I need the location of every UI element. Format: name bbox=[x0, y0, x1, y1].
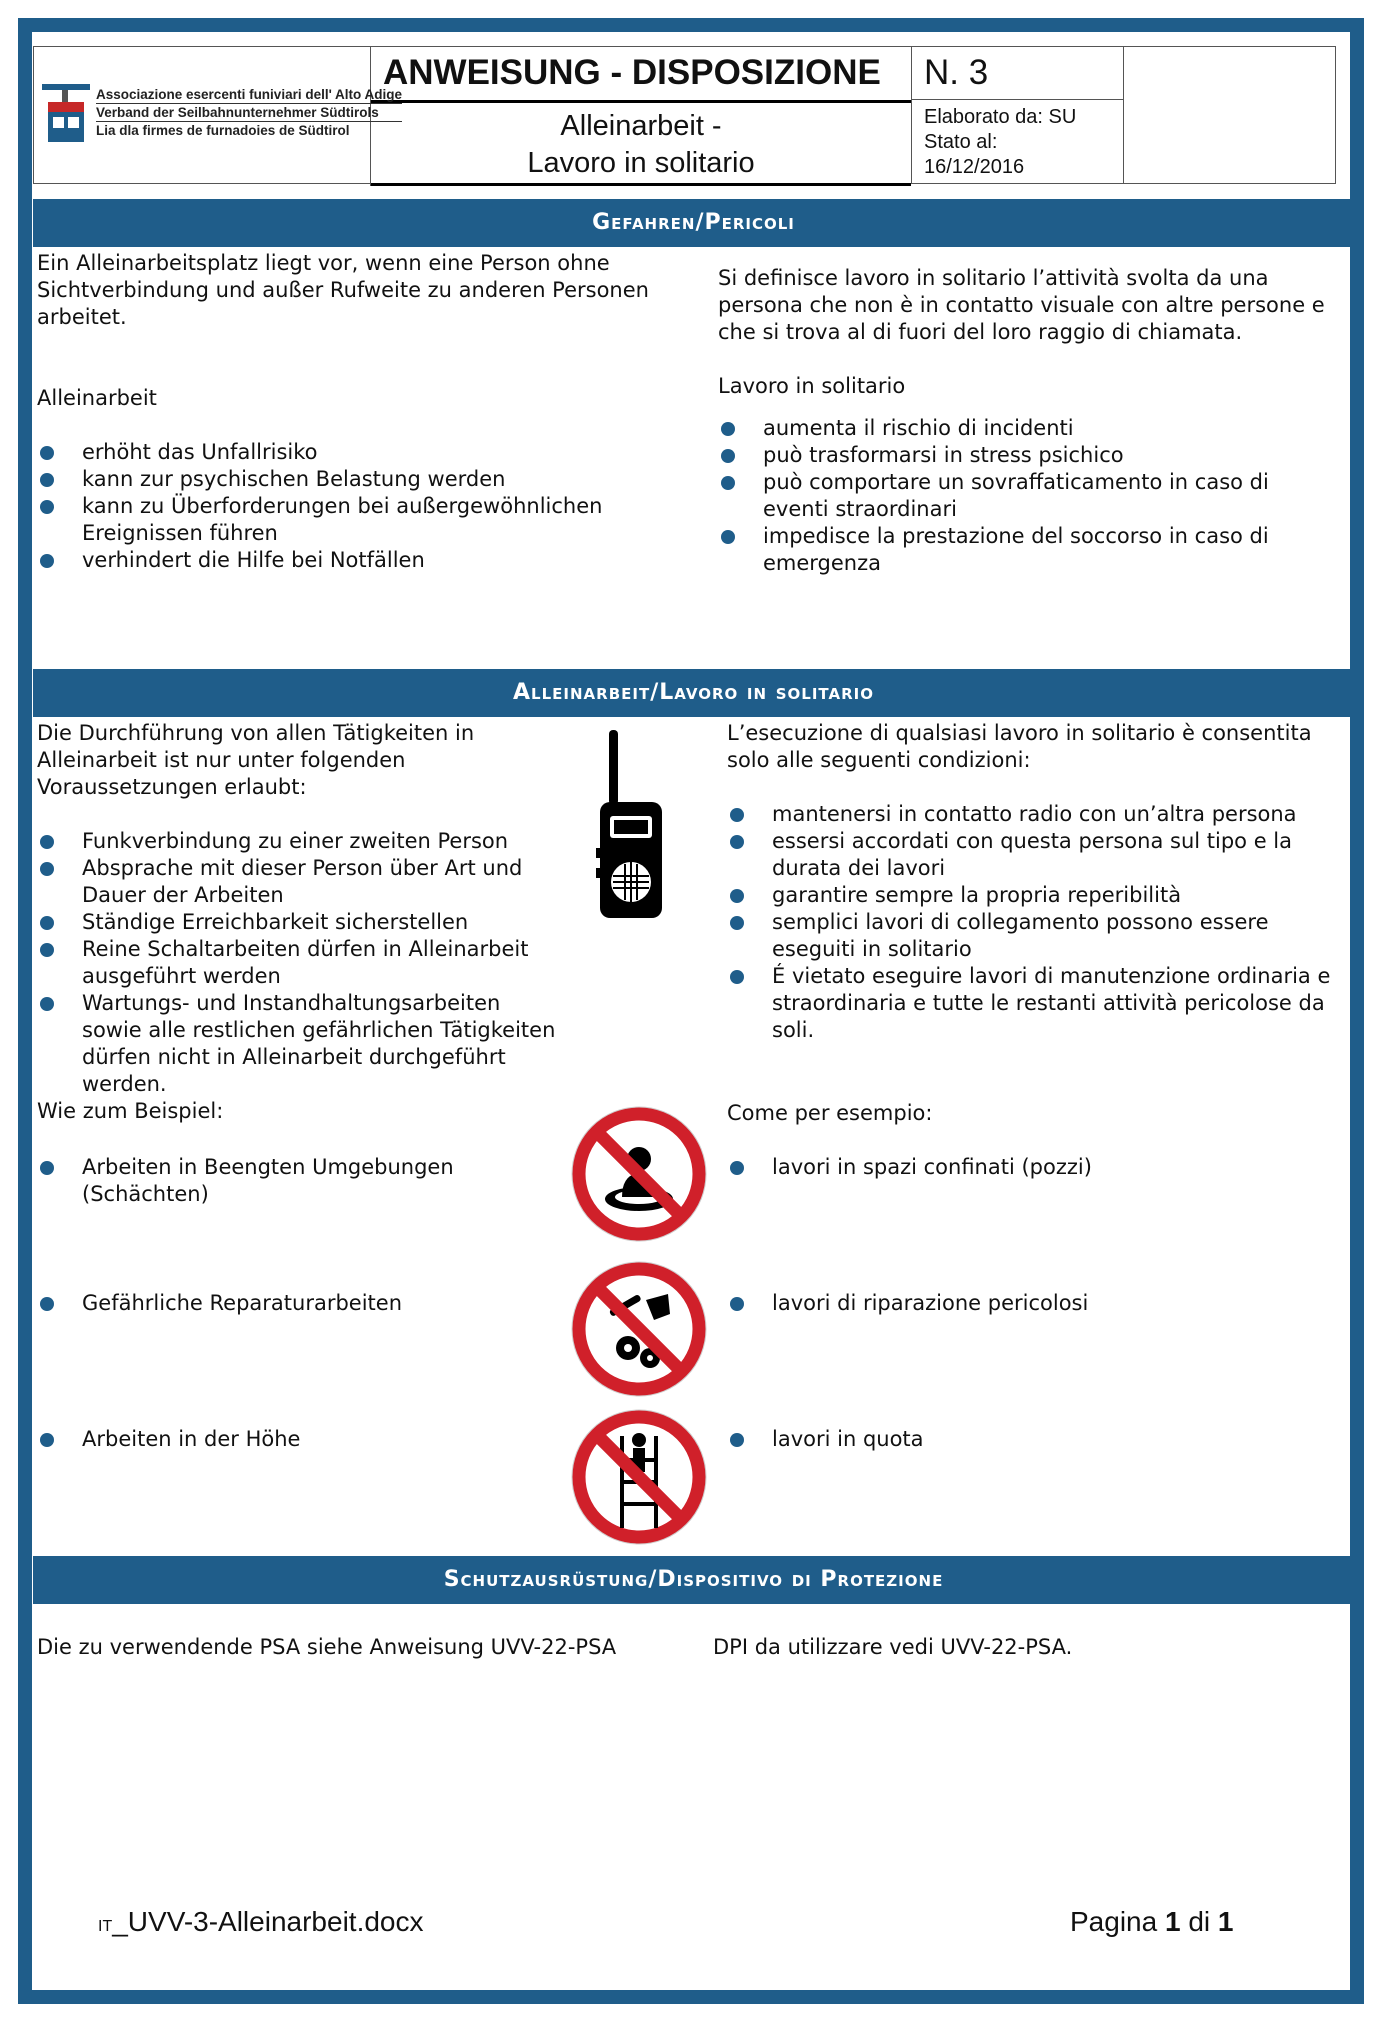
list-item: può trasformarsi in stress psichico bbox=[718, 442, 1333, 469]
section-bar-hazards: Gefahren/Pericoli bbox=[33, 199, 1354, 247]
logo-line-de: Verband der Seilbahnunternehmer Südtirols bbox=[96, 104, 402, 122]
section-bar-protection: Schutzausrüstung/Dispositivo di Protezione bbox=[33, 1556, 1354, 1604]
footer-filename bbox=[98, 1906, 424, 1938]
list-item: aumenta il rischio di incidenti bbox=[718, 415, 1333, 442]
examples-it-list-3 bbox=[727, 1426, 1347, 1453]
list-item: É vietato eseguire lavori di manutenzione ordinaria e straordinaria e tutte le restanti attività pericolose da soli. bbox=[727, 963, 1352, 1044]
list-item: Ständige Erreichbarkeit sicherstellen bbox=[37, 909, 557, 936]
list-item: semplici lavori di collegamento possono essere eseguiti in solitario bbox=[727, 909, 1352, 963]
list-item: kann zu Überforderungen bei außergewöhnlichen Ereignissen führen bbox=[37, 493, 697, 547]
lone-work-it-column bbox=[727, 720, 1352, 1044]
protection-de-text: Die zu verwendende PSA siehe Anweisung UVV-22-PSA bbox=[37, 1635, 617, 1659]
examples-de-list-2 bbox=[37, 1290, 557, 1317]
hazards-de-intro: Ein Alleinarbeitsplatz liegt vor, wenn eine Person ohne Sichtverbindung und außer Rufweite zu anderen Personen arbeitet. bbox=[37, 251, 649, 329]
radio-icon bbox=[596, 730, 666, 920]
hazards-de-list bbox=[37, 439, 697, 574]
hazards-de-label: Alleinarbeit bbox=[37, 386, 157, 410]
repair-prohibition-icon bbox=[570, 1260, 708, 1398]
list-item: può comportare un sovraffaticamento in caso di eventi straordinari bbox=[718, 469, 1333, 523]
lone-work-it-intro: L’esecuzione di qualsiasi lavoro in solitario è consentita solo alle seguenti condizioni: bbox=[727, 721, 1312, 772]
lone-work-de-example-label: Wie zum Beispiel: bbox=[37, 1099, 224, 1123]
hazards-it-column bbox=[718, 265, 1333, 577]
logo-line-lad: Lia dla firmes de furnadoies de Südtirol bbox=[96, 123, 350, 138]
list-item: mantenersi in contatto radio con un’altra persona bbox=[727, 801, 1352, 828]
section-bar-lone-work: Alleinarbeit/Lavoro in solitario bbox=[33, 669, 1354, 717]
list-item: Wartungs- und Instandhaltungsarbeiten sowie alle restlichen gefährlichen Tätigkeiten dürfen nicht in Alleinarbeit durchgeführt werden. bbox=[37, 990, 557, 1098]
lone-work-de-column bbox=[37, 720, 557, 1125]
status-label: Stato al: bbox=[924, 131, 998, 153]
list-item: Absprache mit dieser Person über Art und Dauer der Arbeiten bbox=[37, 855, 557, 909]
document-subtitle bbox=[371, 108, 911, 182]
list-item: Arbeiten in Beengten Umgebungen (Schächten) bbox=[37, 1154, 557, 1208]
list-item: erhöht das Unfallrisiko bbox=[37, 439, 697, 466]
hazards-it-label: Lavoro in solitario bbox=[718, 374, 906, 398]
list-item: verhindert die Hilfe bei Notfällen bbox=[37, 547, 697, 574]
lone-work-it-list bbox=[727, 801, 1352, 1044]
hazards-de-column bbox=[37, 250, 697, 574]
footer-file-prefix: IT bbox=[98, 1918, 113, 1935]
lone-work-it-example-label: Come per esempio: bbox=[727, 1101, 933, 1125]
page-word: Pagina bbox=[1070, 1906, 1158, 1937]
footer-page-indicator bbox=[1070, 1906, 1233, 1938]
height-work-prohibition-icon bbox=[570, 1408, 708, 1546]
lone-work-de-intro: Die Durchführung von allen Tätigkeiten in Alleinarbeit ist nur unter folgenden Voraussetzungen erlaubt: bbox=[37, 721, 475, 799]
association-logo bbox=[40, 78, 403, 156]
examples-it-list bbox=[727, 1154, 1347, 1181]
list-item: lavori in quota bbox=[727, 1426, 1347, 1453]
hazards-it-intro: Si definisce lavoro in solitario l’attività svolta da una persona che non è in contatto visuale con altre persone e che si trova al di fuori del loro raggio di chiamata. bbox=[718, 266, 1325, 344]
footer-file-name: _UVV-3-Alleinarbeit.docx bbox=[112, 1906, 424, 1937]
hazards-it-list bbox=[718, 415, 1333, 577]
examples-de-list bbox=[37, 1154, 557, 1208]
list-item: garantire sempre la propria reperibilità bbox=[727, 882, 1352, 909]
status-date: 16/12/2016 bbox=[924, 156, 1025, 178]
list-item: lavori in spazi confinati (pozzi) bbox=[727, 1154, 1347, 1181]
list-item: essersi accordati con questa persona sul tipo e la durata dei lavori bbox=[727, 828, 1352, 882]
page-of: di bbox=[1188, 1906, 1211, 1937]
list-item: impedisce la prestazione del soccorso in caso di emergenza bbox=[718, 523, 1333, 577]
page-total: 1 bbox=[1217, 1906, 1234, 1937]
examples-de-list-3 bbox=[37, 1426, 557, 1453]
elaborated-by: Elaborato da: SU bbox=[924, 106, 1077, 128]
logo-line-it: Associazione esercenti funiviari dell' Alto Adige bbox=[96, 87, 403, 102]
list-item: kann zur psychischen Belastung werden bbox=[37, 466, 697, 493]
cable-car-icon bbox=[40, 78, 92, 152]
page-current: 1 bbox=[1164, 1906, 1181, 1937]
document-number: N. 3 bbox=[924, 53, 989, 92]
document-title: ANWEISUNG - DISPOSIZIONE bbox=[383, 53, 881, 92]
list-item: Arbeiten in der Höhe bbox=[37, 1426, 557, 1453]
subtitle-it: Lavoro in solitario bbox=[527, 147, 755, 179]
protection-it-text: DPI da utilizzare vedi UVV-22-PSA. bbox=[713, 1635, 1073, 1659]
list-item: Funkverbindung zu einer zweiten Person bbox=[37, 828, 557, 855]
list-item: Gefährliche Reparaturarbeiten bbox=[37, 1290, 557, 1317]
confined-space-prohibition-icon bbox=[570, 1105, 708, 1243]
document-meta bbox=[924, 105, 1076, 180]
lone-work-de-list bbox=[37, 828, 557, 1098]
examples-it-list-2 bbox=[727, 1290, 1347, 1317]
list-item: Reine Schaltarbeiten dürfen in Alleinarbeit ausgeführt werden bbox=[37, 936, 557, 990]
subtitle-de: Alleinarbeit - bbox=[560, 110, 722, 142]
list-item: lavori di riparazione pericolosi bbox=[727, 1290, 1347, 1317]
